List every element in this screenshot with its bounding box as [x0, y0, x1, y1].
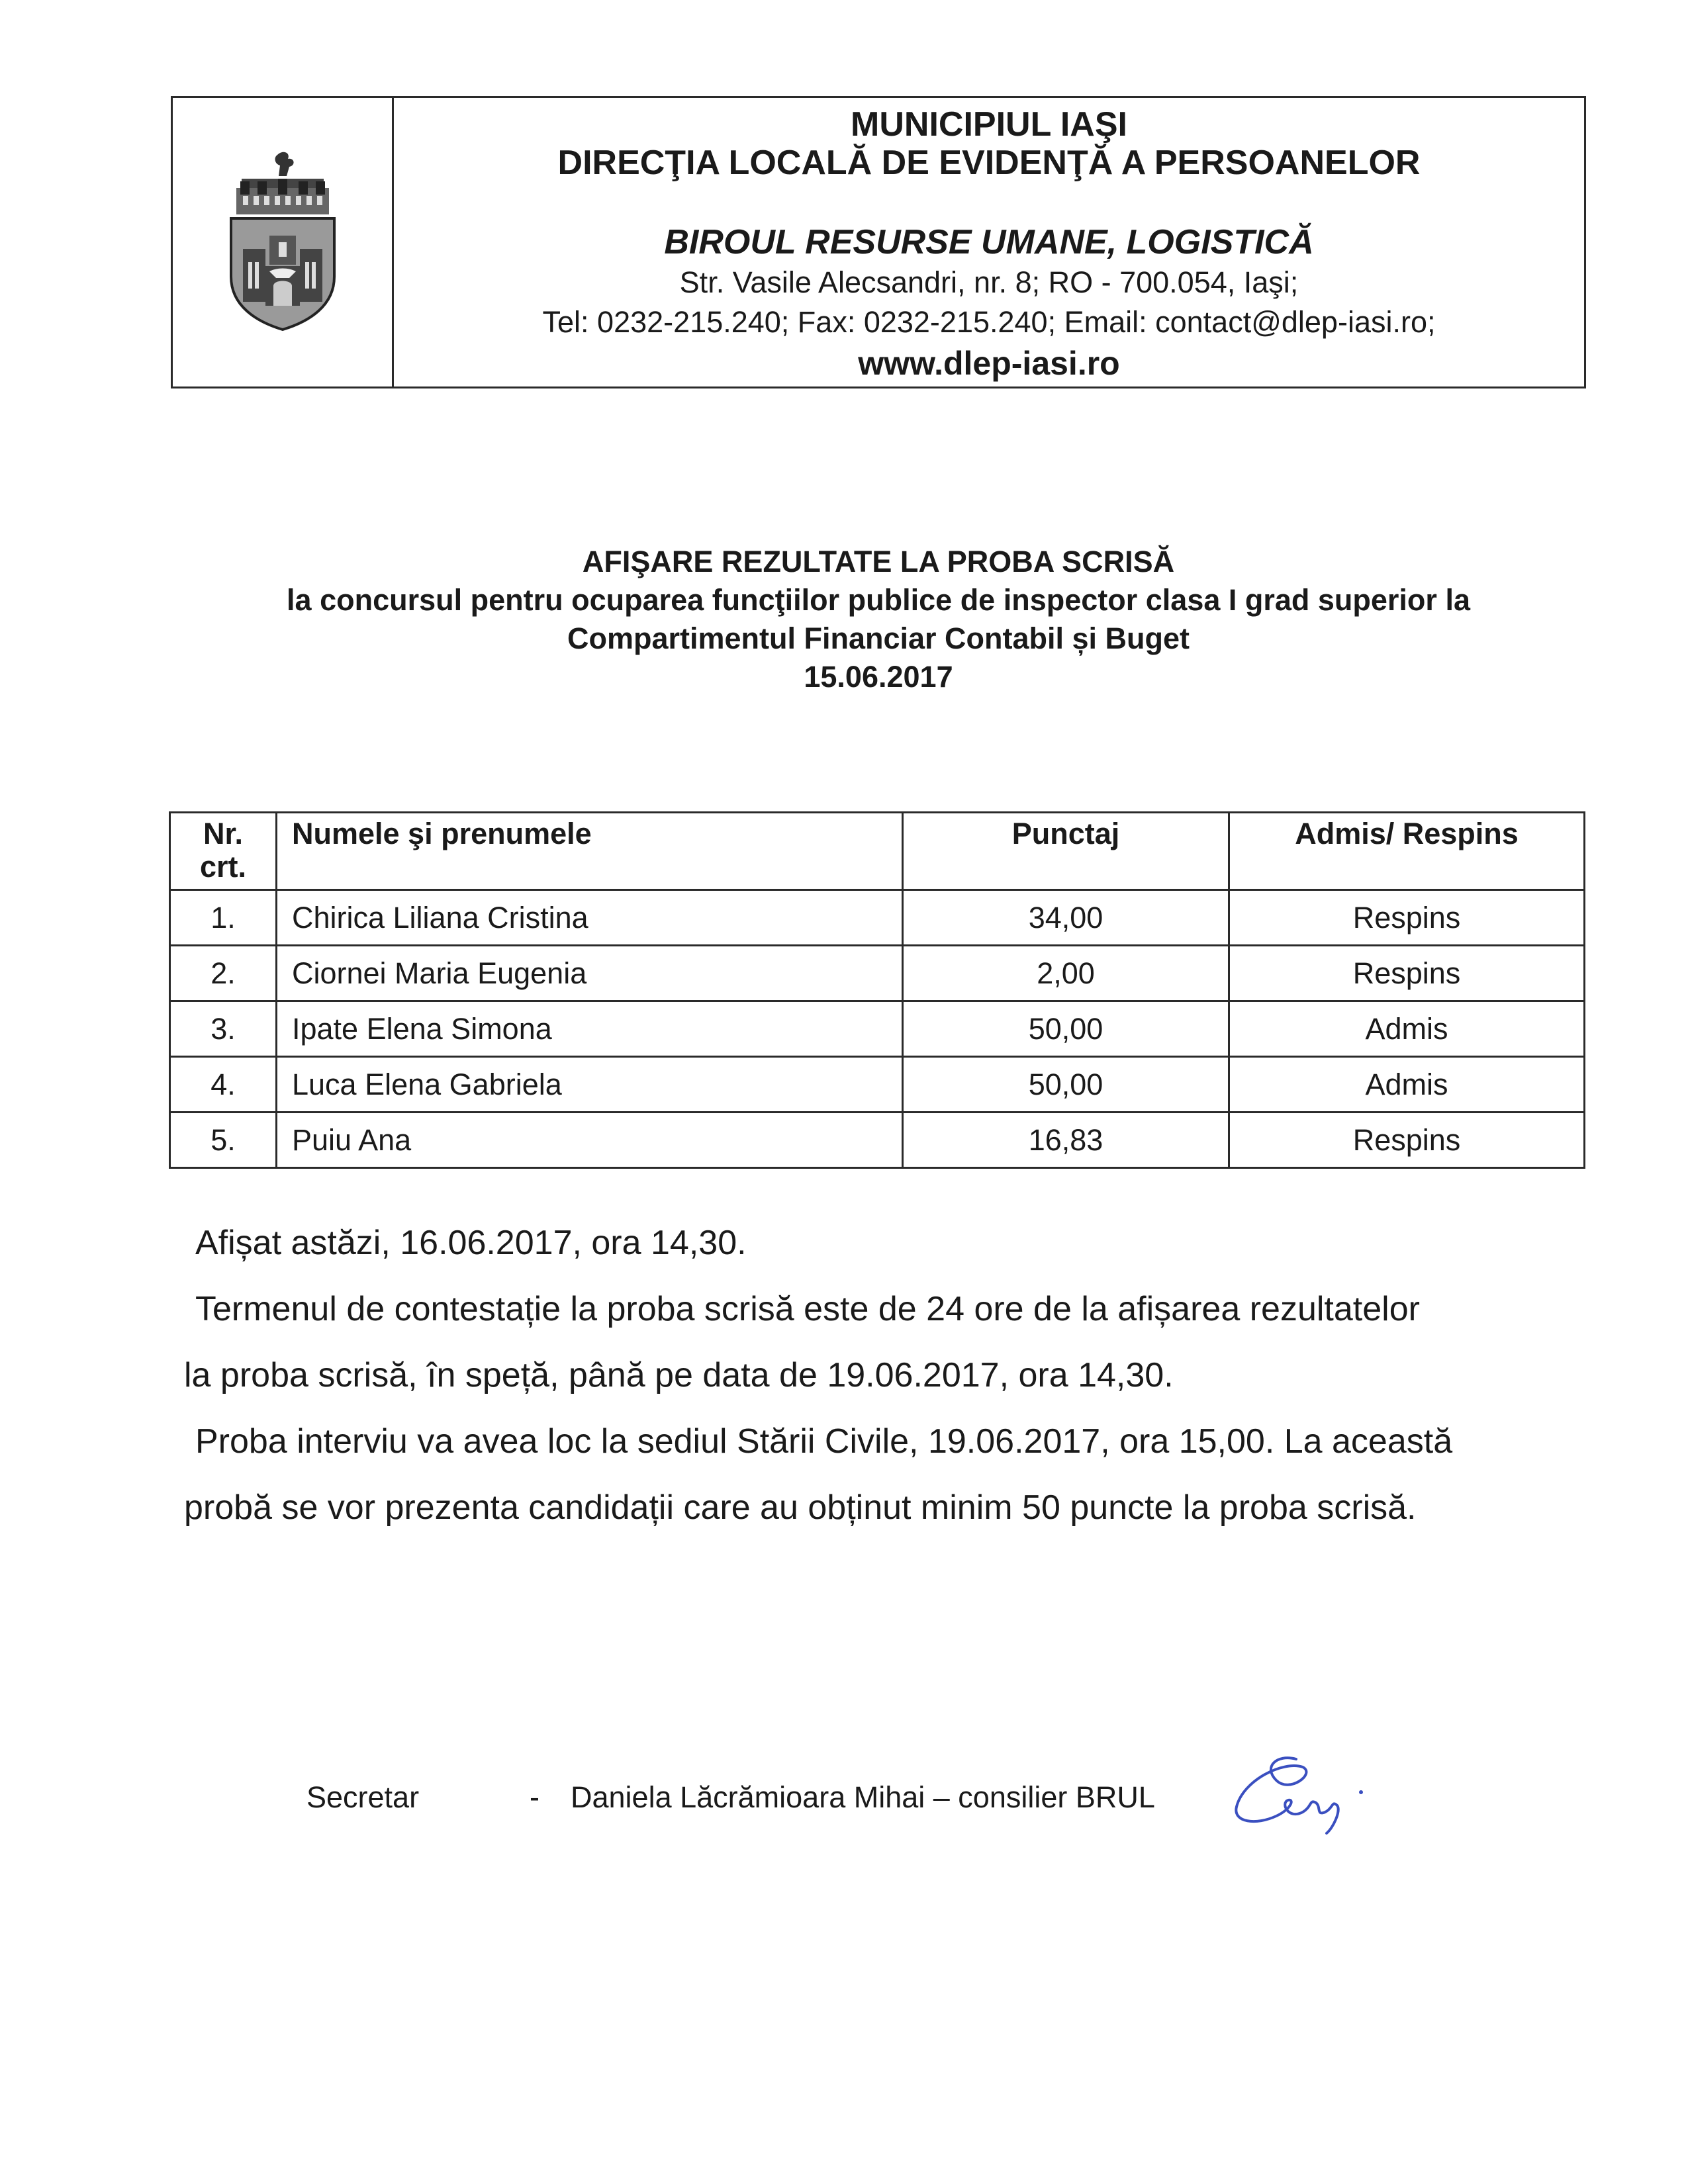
table-row — [170, 946, 1585, 1001]
coat-of-arms-cell — [173, 98, 394, 387]
cell-status: Admis — [1229, 1057, 1585, 1113]
title-line-3: Compartimentul Financiar Contabil și Buget — [567, 621, 1190, 655]
interview-notice-line-1: Proba interviu va avea loc la sediul Stării Civile, 19.06.2017, ora 15,00. La această — [195, 1422, 1453, 1461]
cell-name: Puiu Ana — [277, 1113, 903, 1168]
cell-score: 50,00 — [903, 1001, 1229, 1057]
cell-name: Chirica Liliana Cristina — [277, 890, 903, 946]
cell-status: Respins — [1229, 890, 1585, 946]
document-title — [171, 543, 1586, 696]
cell-nr: 3. — [170, 1001, 277, 1057]
cell-name: Ipate Elena Simona — [277, 1001, 903, 1057]
header-status: Admis/ Respins — [1229, 813, 1585, 890]
header-name: Numele şi prenumele — [277, 813, 903, 890]
cell-score: 2,00 — [903, 946, 1229, 1001]
directorate-name: DIRECŢIA LOCALĂ DE EVIDENŢĂ A PERSOANELOR — [557, 144, 1421, 182]
posted-notice: Afișat astăzi, 16.06.2017, ora 14,30. — [195, 1224, 747, 1262]
cell-status: Respins — [1229, 946, 1585, 1001]
cell-name: Ciornei Maria Eugenia — [277, 946, 903, 1001]
signature-role: Secretar — [306, 1780, 420, 1814]
department-name: BIROUL RESURSE UMANE, LOGISTICĂ — [664, 223, 1314, 261]
cell-nr: 1. — [170, 890, 277, 946]
cell-status: Respins — [1229, 1113, 1585, 1168]
appeal-notice-line-1: Termenul de contestație la proba scrisă este de 24 ore de la afișarea rezultatelor — [195, 1290, 1420, 1328]
cell-nr: 4. — [170, 1057, 277, 1113]
table-row — [170, 1001, 1585, 1057]
institution-header — [171, 96, 1586, 388]
appeal-notice-line-2: la proba scrisă, în speță, până pe data de 19.06.2017, ora 14,30. — [184, 1356, 1174, 1394]
title-line-1: AFIŞARE REZULTATE LA PROBA SCRISĂ — [582, 545, 1175, 578]
institution-info — [394, 98, 1584, 387]
cell-score: 50,00 — [903, 1057, 1229, 1113]
cell-nr: 5. — [170, 1113, 277, 1168]
table-header-row — [170, 813, 1585, 890]
signature-name: Daniela Lăcrămioara Mihai – consilier BRUL — [571, 1780, 1155, 1814]
municipality-name: MUNICIPIUL IAŞI — [851, 105, 1127, 144]
title-date: 15.06.2017 — [804, 660, 953, 694]
table-row — [170, 1113, 1585, 1168]
header-score: Punctaj — [903, 813, 1229, 890]
cell-nr: 2. — [170, 946, 277, 1001]
header-nr: Nr. crt. — [170, 813, 277, 890]
interview-notice-line-2: probă se vor prezenta candidații care au obținut minim 50 puncte la proba scrisă. — [184, 1488, 1417, 1527]
handwritten-signature-icon — [1217, 1747, 1389, 1840]
cell-score: 16,83 — [903, 1113, 1229, 1168]
contact-line: Tel: 0232-215.240; Fax: 0232-215.240; Email: contact@dlep-iasi.ro; — [542, 305, 1436, 339]
address-line: Str. Vasile Alecsandri, nr. 8; RO - 700.054, Iaşi; — [679, 265, 1299, 299]
cell-name: Luca Elena Gabriela — [277, 1057, 903, 1113]
table-row — [170, 890, 1585, 946]
signature-dash: - — [530, 1780, 539, 1814]
cell-score: 34,00 — [903, 890, 1229, 946]
website-line: www.dlep-iasi.ro — [858, 345, 1120, 382]
title-line-2: la concursul pentru ocuparea funcţiilor publice de inspector clasa I grad superior la — [287, 583, 1470, 617]
results-table — [169, 811, 1585, 1169]
cell-status: Admis — [1229, 1001, 1585, 1057]
table-row — [170, 1057, 1585, 1113]
coat-of-arms-icon — [216, 150, 349, 335]
